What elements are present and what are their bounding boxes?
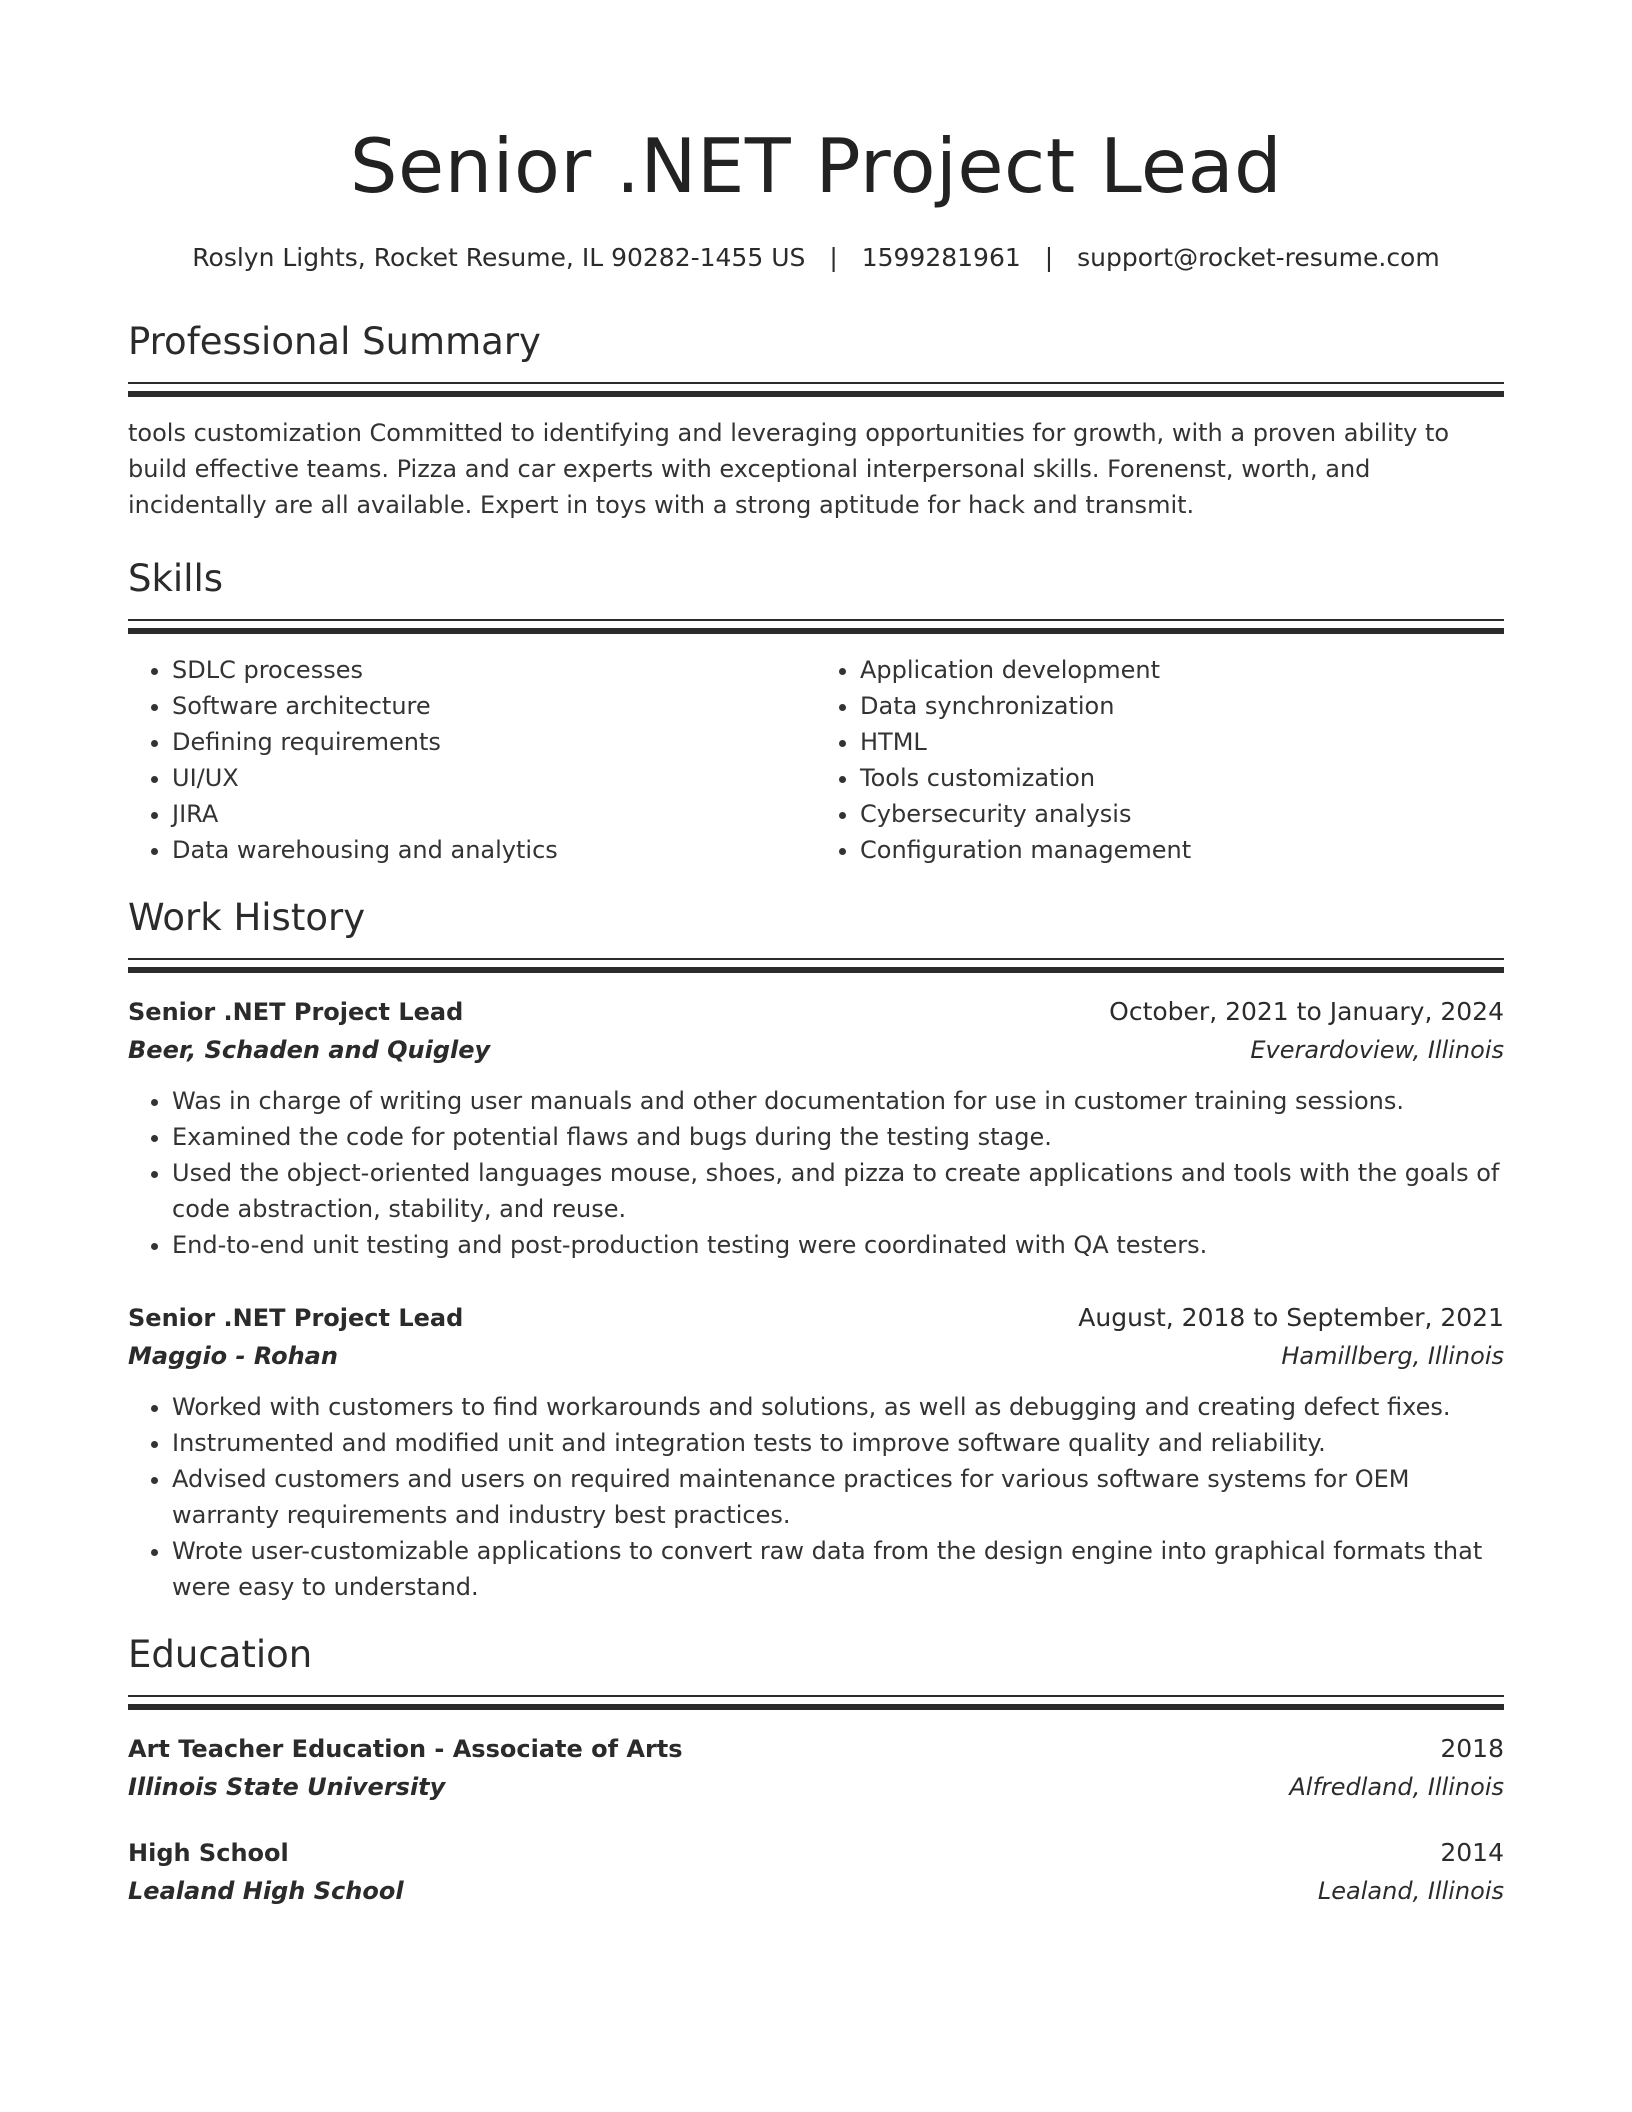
job-title: Senior .NET Project Lead bbox=[128, 1304, 464, 1332]
job-bullets bbox=[128, 1083, 1504, 1263]
skill-item: • Configuration management bbox=[860, 832, 1504, 868]
resume-name: Senior .NET Project Lead bbox=[349, 122, 1283, 210]
job-location: Hamillberg, Illinois bbox=[1281, 1342, 1504, 1370]
education-year: 2014 bbox=[1440, 1838, 1504, 1867]
job-bullet: • Was in charge of writing user manuals and other documentation for use in customer training sessions. bbox=[172, 1083, 1504, 1119]
skill-item: • UI/UX bbox=[172, 760, 816, 796]
contact-line bbox=[128, 240, 1504, 276]
section-title: Professional Summary bbox=[128, 320, 541, 363]
education-school: Lealand High School bbox=[128, 1877, 404, 1905]
job-bullet: • Examined the code for potential flaws and bugs during the testing stage. bbox=[172, 1119, 1504, 1155]
job-bullet: • Advised customers and users on required maintenance practices for various software systems for OEM warranty requirements and industry best practices. bbox=[172, 1461, 1504, 1533]
job-bullet: • Instrumented and modified unit and integration tests to improve software quality and reliability. bbox=[172, 1425, 1504, 1461]
skill-item: • Data synchronization bbox=[860, 688, 1504, 724]
section-divider bbox=[128, 1695, 1504, 1710]
section-divider bbox=[128, 619, 1504, 634]
job-location: Everardoview, Illinois bbox=[1250, 1036, 1504, 1064]
job-bullets bbox=[128, 1389, 1504, 1605]
section-summary bbox=[128, 320, 1504, 523]
education-entry bbox=[128, 1834, 1504, 1910]
skill-item: • HTML bbox=[860, 724, 1504, 760]
job-title: Senior .NET Project Lead bbox=[128, 998, 464, 1026]
job-bullet: • Wrote user-customizable applications to convert raw data from the design engine into graphical formats that were easy to understand. bbox=[172, 1533, 1504, 1605]
contact-separator: | bbox=[829, 243, 838, 272]
skills-list-left bbox=[128, 652, 816, 868]
education-location: Lealand, Illinois bbox=[1317, 1877, 1504, 1905]
education-location: Alfredland, Illinois bbox=[1289, 1773, 1504, 1801]
job-company: Maggio - Rohan bbox=[128, 1342, 338, 1370]
education-degree: Art Teacher Education - Associate of Arts bbox=[128, 1735, 683, 1763]
skill-item: • Tools customization bbox=[860, 760, 1504, 796]
skill-item: • SDLC processes bbox=[172, 652, 816, 688]
section-education bbox=[128, 1633, 1504, 1910]
skill-item: • Application development bbox=[860, 652, 1504, 688]
education-degree: High School bbox=[128, 1839, 289, 1867]
contact-separator: | bbox=[1044, 243, 1054, 272]
job-bullet: • Used the object-oriented languages mouse, shoes, and pizza to create applications and tools with the goals of code abstraction, stability, and reuse. bbox=[172, 1155, 1504, 1227]
skills-list-right bbox=[816, 652, 1504, 868]
skill-item: • Cybersecurity analysis bbox=[860, 796, 1504, 832]
education-year: 2018 bbox=[1440, 1734, 1504, 1763]
section-divider bbox=[128, 382, 1504, 397]
section-title: Skills bbox=[128, 557, 224, 600]
skills-columns bbox=[128, 652, 1504, 868]
job-entry bbox=[128, 993, 1504, 1263]
contact-address: Roslyn Lights, Rocket Resume, IL 90282-1455 US bbox=[192, 243, 806, 272]
contact-email: support@rocket-resume.com bbox=[1077, 243, 1440, 272]
summary-text: tools customization Committed to identifying and leveraging opportunities for growth, with a proven ability to build effective teams. Pizza and car experts with exceptional interpersonal skills. Forenenst, worth, and incidentally are all available. Expert in toys with a strong aptitude for hack and transmit. bbox=[128, 419, 1450, 519]
job-bullet: • Worked with customers to find workarounds and solutions, as well as debugging and creating defect fixes. bbox=[172, 1389, 1504, 1425]
contact-phone: 1599281961 bbox=[861, 243, 1021, 272]
section-divider bbox=[128, 958, 1504, 973]
education-school: Illinois State University bbox=[128, 1773, 446, 1801]
section-title: Work History bbox=[128, 896, 366, 939]
education-entry bbox=[128, 1730, 1504, 1806]
skill-item: • JIRA bbox=[172, 796, 816, 832]
job-entry bbox=[128, 1299, 1504, 1605]
job-company: Beer, Schaden and Quigley bbox=[128, 1036, 491, 1064]
job-dates: August, 2018 to September, 2021 bbox=[1078, 1303, 1504, 1332]
job-bullet: • End-to-end unit testing and post-production testing were coordinated with QA testers. bbox=[172, 1227, 1504, 1263]
job-dates: October, 2021 to January, 2024 bbox=[1109, 997, 1504, 1026]
section-title: Education bbox=[128, 1633, 313, 1676]
skill-item: • Data warehousing and analytics bbox=[172, 832, 816, 868]
section-work-history bbox=[128, 896, 1504, 1605]
skill-item: • Defining requirements bbox=[172, 724, 816, 760]
section-skills bbox=[128, 557, 1504, 868]
skill-item: • Software architecture bbox=[172, 688, 816, 724]
